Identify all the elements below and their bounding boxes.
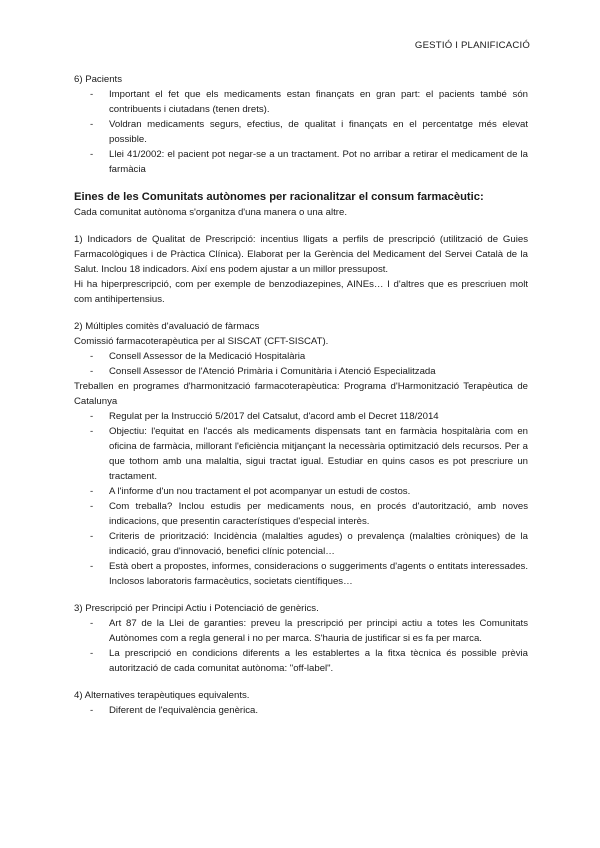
list-item: - Està obert a propostes, informes, consideracions o suggeriments d'agents o entitats interessades. Inclosos laboratoris farmacèutics, societats científiques…	[74, 559, 528, 589]
section-3-list	[74, 616, 528, 676]
list-item: - Regulat per la Instrucció 5/2017 del Catsalut, d'acord amb el Decret 118/2014	[74, 409, 528, 424]
section-6-list	[74, 87, 528, 177]
section-2-list-b	[74, 409, 528, 589]
page-header: GESTIÓ I PLANIFICACIÓ	[414, 40, 530, 51]
list-item: - Objectiu: l'equitat en l'accés als medicaments dispensats tant en farmàcia hospitalària com en oficina de farmàcia, millorant l'eficiència mitjançant la necessària optimització dels recursos. Per a que tothom amb una malaltia, sigui tractat igual. Estudiar en quins casos es pot prescriure un tractament.	[74, 424, 528, 484]
list-item: - Diferent de l'equivalència genèrica.	[74, 703, 528, 718]
list-item: - Voldran medicaments segurs, efectius, de qualitat i finançats en el percentatge més elevat possible.	[74, 117, 528, 147]
eines-heading: Eines de les Comunitats autònomes per racionalitzar el consum farmacèutic:	[74, 191, 484, 203]
list-item: - A l'informe d'un nou tractament el pot acompanyar un estudi de costos.	[74, 484, 528, 499]
section-2-title: 2) Múltiples comitès d'avaluació de fàrmacs	[74, 321, 260, 332]
section-3-title: 3) Prescripció per Principi Actiu i Potenciació de genèrics.	[74, 603, 319, 614]
list-item: - La prescripció en condicions diferents a les establertes a la fitxa tècnica és possible prèvia autorització de cada comunitat autònoma: "off-label".	[74, 646, 528, 676]
list-item: - Consell Assessor de l'Atenció Primària i Comunitària i Atenció Especialitzada	[74, 364, 528, 379]
document-body	[74, 72, 528, 718]
list-item: - Criteris de priorització: Incidència (malalties agudes) o prevalença (malalties cròniques) de la indicació, grau d'innovació, benefici clínic potencial…	[74, 529, 528, 559]
section-2-programme: Treballen en programes d'harmonització farmacoterapèutica: Programa d'Harmonització Terapèutica de Catalunya	[74, 381, 528, 407]
section-2-commission: Comissió farmacoterapèutica per al SISCAT (CFT-SISCAT).	[74, 336, 329, 347]
section-6-title: 6) Pacients	[74, 74, 122, 85]
list-item: - Art 87 de la Llei de garanties: preveu la prescripció per principi actiu a totes les Comunitats Autònomes com a regla general i no per marca. S'hauria de justificar si es fa per marca.	[74, 616, 528, 646]
section-4-list	[74, 703, 528, 718]
section-4-title: 4) Alternatives terapèutiques equivalents.	[74, 690, 250, 701]
eines-intro: Cada comunitat autònoma s'organitza d'una manera o una altre.	[74, 207, 347, 218]
list-item: - Consell Assessor de la Medicació Hospitalària	[74, 349, 528, 364]
section-2-list-a	[74, 349, 528, 379]
list-item: - Llei 41/2002: el pacient pot negar-se a un tractament. Pot no arribar a retirar el medicament de la farmàcia	[74, 147, 528, 177]
section-1-text-2: Hi ha hiperprescripció, com per exemple de benzodiazepines, AINEs… I d'altres que es prescriuen molt com antihipertensius.	[74, 279, 528, 305]
list-item: - Important el fet que els medicaments estan finançats en gran part: el pacients també són contribuents i ciutadans (tenen drets).	[74, 87, 528, 117]
list-item: - Com treballa? Inclou estudis per medicaments nous, en procés d'autorització, amb noves indicacions, que presentin característiques d'especial interès.	[74, 499, 528, 529]
section-1-text: 1) Indicadors de Qualitat de Prescripció: incentius lligats a perfils de prescripció (utilització de Guies Farmacològiques i de Pràctica Clínica). Elaborat per la Gerència del Medicament del Servei Català de la Salut. Inclou 18 indicadors. Així ens podem ajustar a un millor pressupost.	[74, 234, 528, 275]
